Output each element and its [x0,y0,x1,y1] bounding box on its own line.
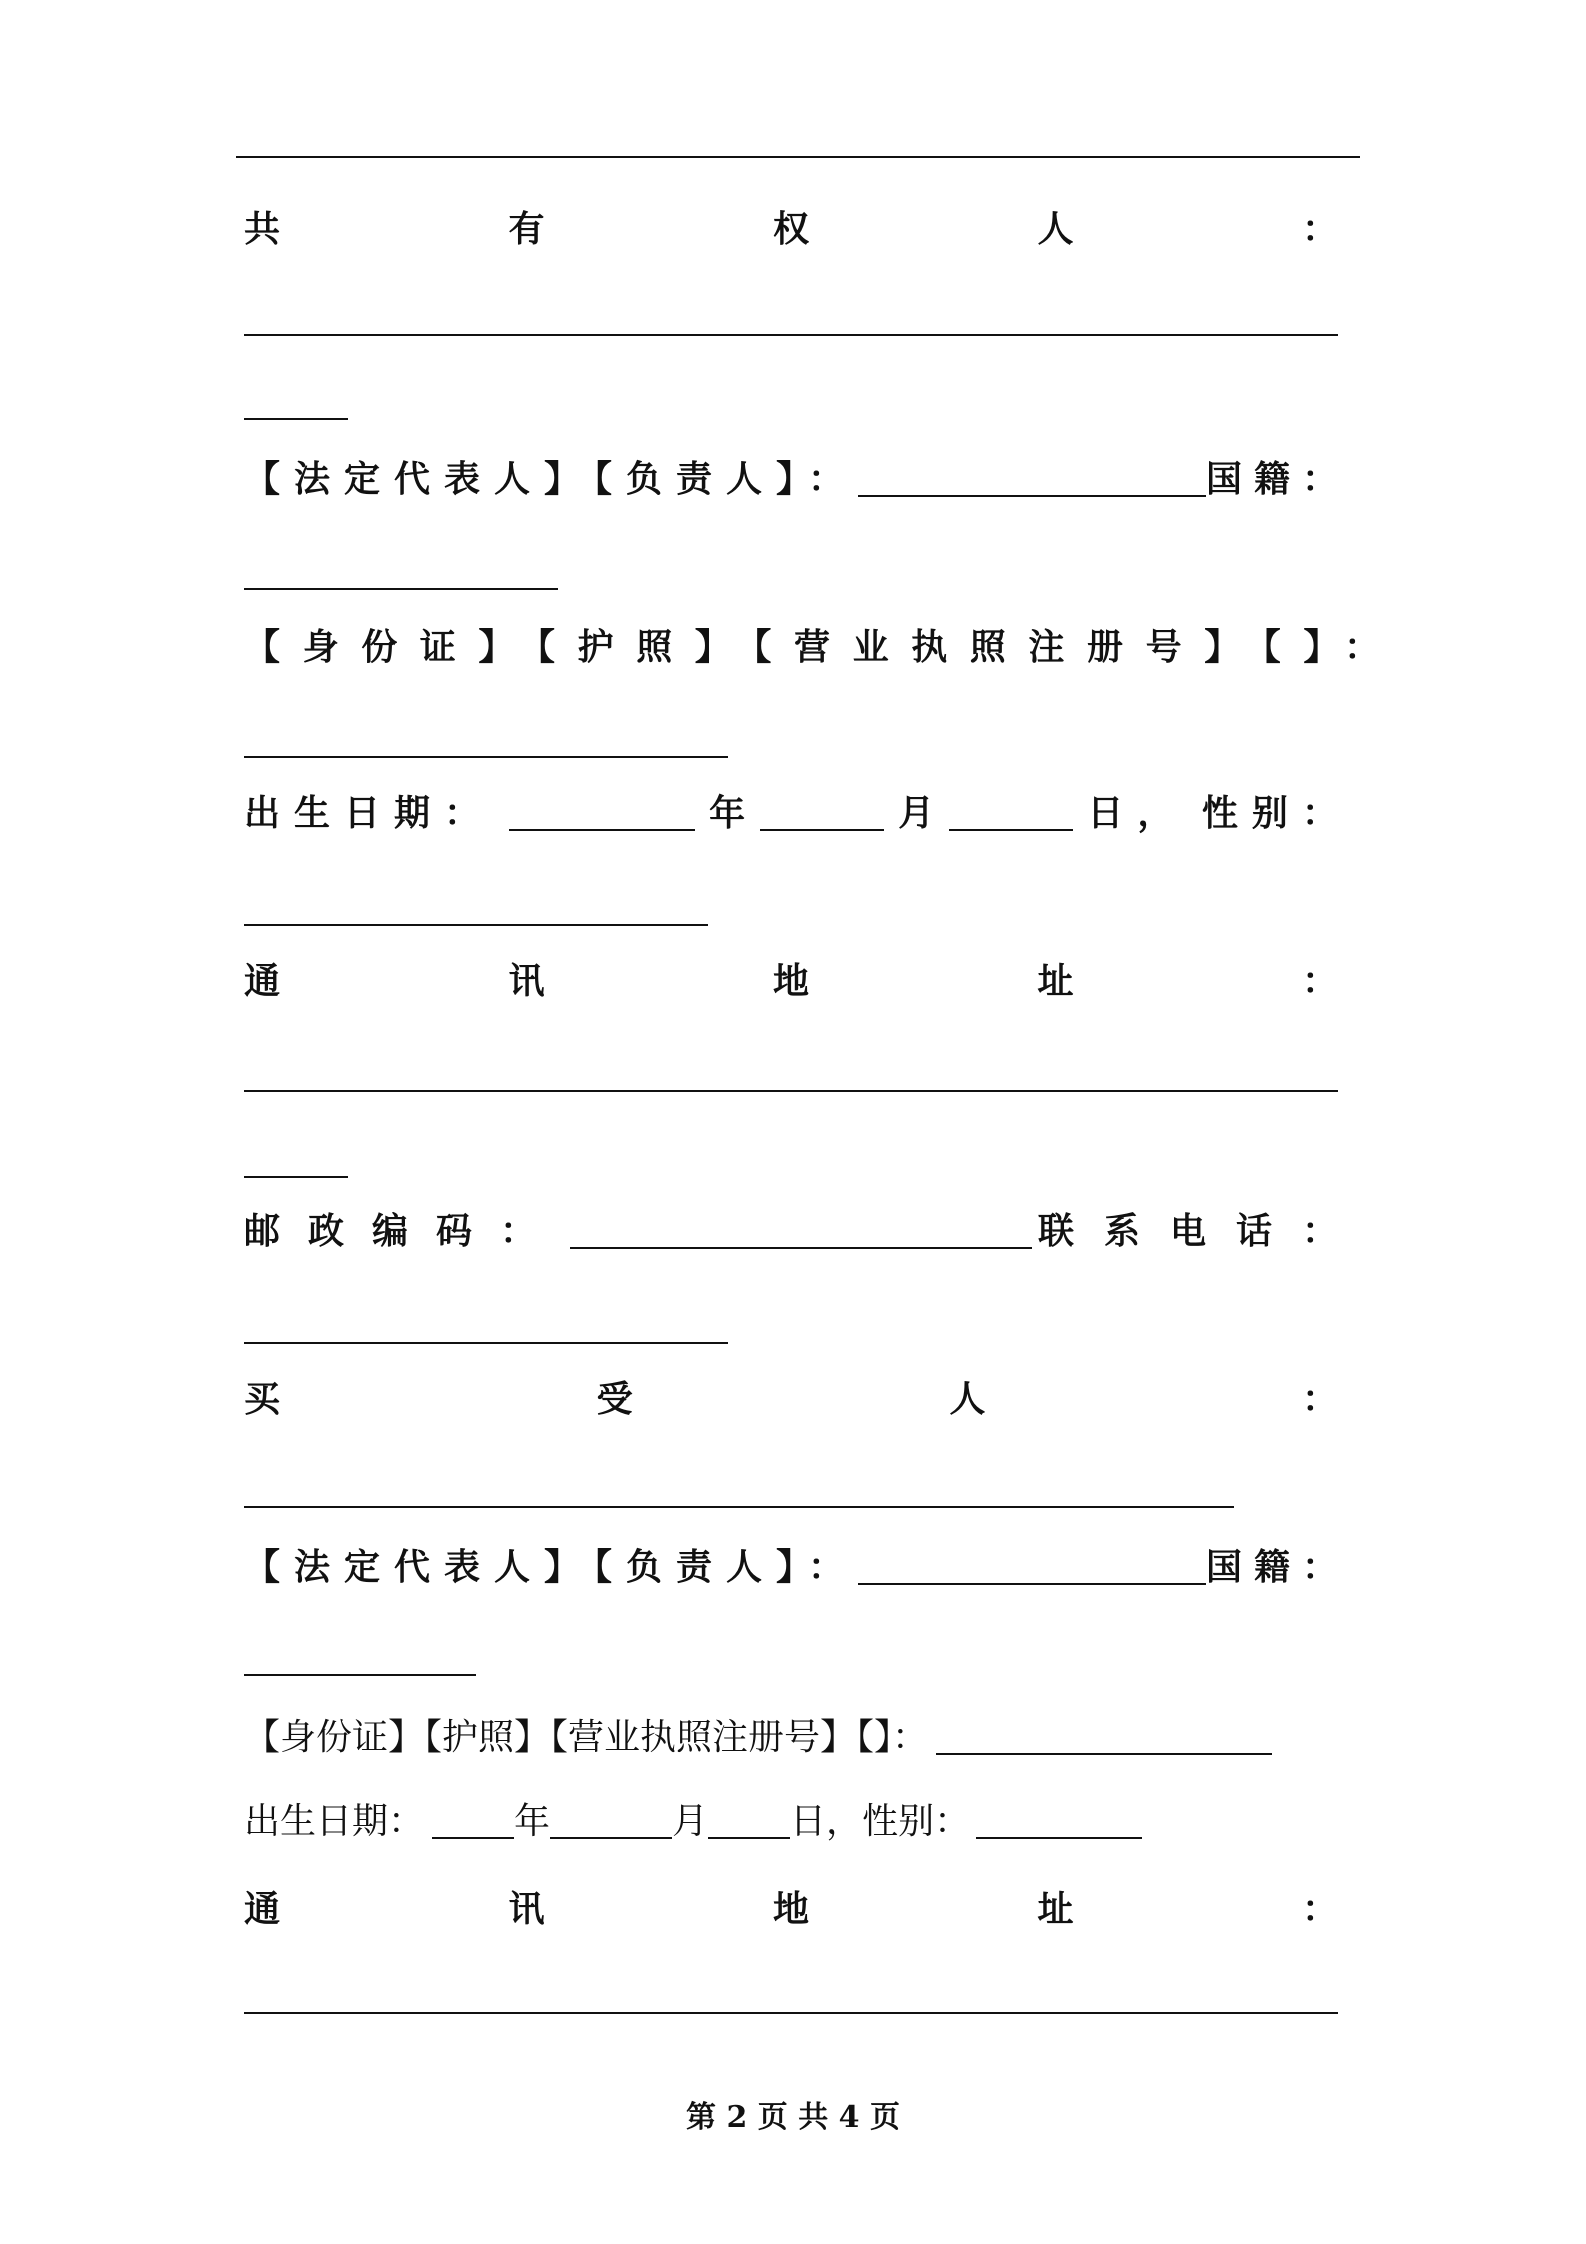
label-char: 权 [772,209,809,250]
rep-blank[interactable] [858,495,1206,497]
gender-blank[interactable] [244,924,708,926]
phone-label: 联系电话： [1037,1211,1368,1252]
postcode-blank[interactable] [570,1247,1032,1249]
owner-postcode-row [244,1208,1368,1256]
birth-year-blank[interactable] [509,829,695,831]
postcode-label: 邮政编码： [244,1211,565,1252]
label-char: ： [1301,1379,1338,1420]
label-char: 买 [244,1379,281,1420]
owner-birth-row [244,790,1352,838]
year-label: 年 [514,1801,551,1842]
id-blank[interactable] [936,1753,1272,1755]
label-char: 讯 [508,1889,545,1930]
day-label: 日， [790,1801,863,1842]
label-char: 地 [772,1889,809,1930]
year-label: 年 [709,793,746,834]
address-blank-cont[interactable] [244,1176,348,1178]
address-blank[interactable] [244,2012,1338,2014]
birth-day-blank[interactable] [708,1837,790,1839]
buyer-id-row [244,1714,1272,1762]
label-char: 通 [244,1889,281,1930]
rep-label: 【法定代表人】【负责人】： [244,1547,859,1588]
gender-label: 性别： [1201,793,1352,834]
birth-month-blank[interactable] [760,829,884,831]
label-char: ： [1301,961,1338,1002]
nationality-blank[interactable] [244,588,558,590]
buyer-birth-row [244,1798,1142,1846]
birth-month-blank[interactable] [550,1837,672,1839]
page-number: 第 2 页 共 4 页 [686,2100,900,2135]
birth-year-blank[interactable] [432,1837,514,1839]
label-char: 有 [508,209,545,250]
gender-label: 性别： [862,1801,971,1842]
co-owner-blank-cont[interactable] [244,418,348,420]
label-char: 共 [244,209,281,250]
owner-address-label [244,958,1338,1006]
birth-label: 出生日期： [244,1801,425,1842]
nationality-blank[interactable] [244,1674,476,1676]
header-rule [236,156,1360,158]
rep-label: 【法定代表人】【负责人】： [244,459,859,500]
label-char: 讯 [508,961,545,1002]
birth-day-blank[interactable] [949,829,1073,831]
rep-blank[interactable] [858,1583,1206,1585]
address-blank[interactable] [244,1090,1338,1092]
label-char: 通 [244,961,281,1002]
birth-label: 出生日期： [244,793,495,834]
label-char: 地 [772,961,809,1002]
label-char: ： [1301,209,1338,250]
id-label: 【身份证】【护照】【营业执照注册号】【】： [244,1717,929,1758]
nationality-label: 国籍： [1205,1547,1350,1588]
nationality-label: 国籍： [1205,459,1350,500]
id-blank[interactable] [244,756,728,758]
day-label: 日， [1087,793,1188,834]
buyer-address-label [244,1886,1338,1934]
phone-blank[interactable] [244,1342,728,1344]
gender-blank[interactable] [976,1837,1142,1839]
owner-id-label: 【身份证】【护照】【营业执照注册号】【】： [244,627,1403,668]
label-char: 人 [949,1379,986,1420]
buyer-rep-row [244,1544,1350,1592]
buyer-blank[interactable] [244,1506,1234,1508]
buyer-label [244,1376,1338,1424]
label-char: 址 [1037,961,1074,1002]
label-char: 址 [1037,1889,1074,1930]
label-char: 人 [1037,209,1074,250]
label-char: 受 [596,1379,633,1420]
co-owner-label [244,206,1338,254]
owner-rep-row [244,456,1350,504]
month-label: 月 [672,1801,709,1842]
label-char: ： [1301,1889,1338,1930]
co-owner-blank[interactable] [244,334,1338,336]
month-label: 月 [898,793,935,834]
